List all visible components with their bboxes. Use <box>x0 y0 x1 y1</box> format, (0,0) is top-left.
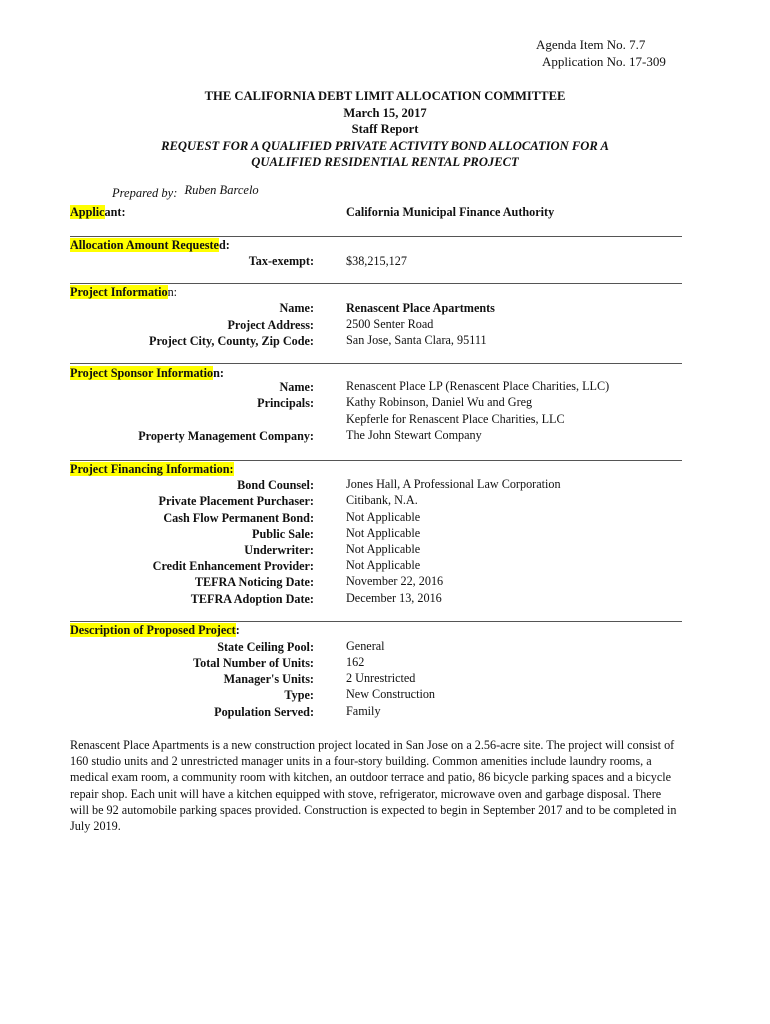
project-address-value: 2500 Senter Road <box>346 317 434 331</box>
cash-flow-bond-label: Cash Flow Permanent Bond: <box>163 511 314 525</box>
description-heading: Description of Proposed Project: <box>70 623 240 637</box>
project-description-paragraph: Renascent Place Apartments is a new construction project located in San Jose on a 2.56-acre site. The project will consist of 160 studio units and 2 unrestricted manager units in a four-story building. Common amenities include laundry rooms, a medical exam room, a community room with kitchen, an outdoor terrace and patio, 86 bicycle parking spaces and a bicycle repair shop. Each unit will have a kitchen equipped with stove, refrigerator, microwave oven and garbage disposal. There will be 92 automobile parking spaces provided. Construction is expected to begin in September 2017 and to be completed in July 2019. <box>70 738 677 834</box>
principals-line1: Kathy Robinson, Daniel Wu and Greg <box>346 395 533 409</box>
applicant-value: California Municipal Finance Authority <box>346 205 555 219</box>
tefra-adoption-value: December 13, 2016 <box>346 591 442 605</box>
cash-flow-bond-value: Not Applicable <box>346 510 421 524</box>
committee-name: THE CALIFORNIA DEBT LIMIT ALLOCATION COMMITTEE <box>204 89 566 103</box>
project-info-heading: Project Information: <box>70 285 178 299</box>
project-address-label: Project Address: <box>227 318 314 332</box>
tefra-noticing-value: November 22, 2016 <box>346 574 444 588</box>
credit-enhancement-value: Not Applicable <box>346 558 421 572</box>
population-served-value: Family <box>346 704 381 718</box>
private-placement-value: Citibank, N.A. <box>346 493 418 507</box>
financing-heading: Project Financing Information: <box>70 462 234 476</box>
report-title-block <box>0 88 770 171</box>
principals-label: Principals: <box>257 396 314 410</box>
bond-counsel-value: Jones Hall, A Professional Law Corporation <box>346 477 561 491</box>
report-date: March 15, 2017 <box>343 105 427 120</box>
allocation-heading: Allocation Amount Requested: <box>70 238 230 252</box>
section-divider <box>70 236 682 237</box>
prepared-by-label: Prepared by: <box>112 186 178 200</box>
project-city-label: Project City, County, Zip Code: <box>149 334 314 348</box>
section-divider <box>70 363 682 364</box>
application-number: Application No. 17-309 <box>542 54 666 69</box>
section-divider <box>70 283 682 284</box>
total-units-value: 162 <box>346 655 365 669</box>
sponsor-heading: Project Sponsor Information: <box>70 366 224 380</box>
underwriter-value: Not Applicable <box>346 542 421 556</box>
agenda-item-number: Agenda Item No. 7.7 <box>536 37 646 52</box>
public-sale-label: Public Sale: <box>252 527 314 541</box>
sponsor-name-label: Name: <box>279 380 314 394</box>
underwriter-label: Underwriter: <box>244 543 314 557</box>
request-title-line1: REQUEST FOR A QUALIFIED PRIVATE ACTIVITY BOND ALLOCATION FOR A <box>161 138 609 153</box>
report-type: Staff Report <box>351 122 419 136</box>
public-sale-value: Not Applicable <box>346 526 421 540</box>
project-city-value: San Jose, Santa Clara, 95111 <box>346 333 487 347</box>
population-served-label: Population Served: <box>214 705 314 719</box>
private-placement-label: Private Placement Purchaser: <box>158 494 314 508</box>
project-type-value: New Construction <box>346 687 436 701</box>
managers-units-value: 2 Unrestricted <box>346 671 416 685</box>
tax-exempt-label: Tax-exempt: <box>248 254 314 268</box>
managers-units-label: Manager's Units: <box>223 672 314 686</box>
project-name-value: Renascent Place Apartments <box>346 301 495 315</box>
prepared-by <box>112 183 259 201</box>
section-divider <box>70 621 682 622</box>
project-name-label: Name: <box>279 301 314 315</box>
tefra-adoption-label: TEFRA Adoption Date: <box>190 592 314 606</box>
request-title-line2: QUALIFIED RESIDENTIAL RENTAL PROJECT <box>251 155 519 169</box>
bond-counsel-label: Bond Counsel: <box>237 478 314 492</box>
state-ceiling-pool-value: General <box>346 639 385 653</box>
state-ceiling-pool-label: State Ceiling Pool: <box>217 640 314 654</box>
tefra-noticing-label: TEFRA Noticing Date: <box>194 575 314 589</box>
project-type-label: Type: <box>284 688 314 702</box>
sponsor-name-value: Renascent Place LP (Renascent Place Charities, LLC) <box>346 379 610 393</box>
tax-exempt-value: $38,215,127 <box>346 254 407 268</box>
prepared-by-name: Ruben Barcelo <box>184 183 259 197</box>
property-management-value: The John Stewart Company <box>346 428 482 442</box>
agenda-header <box>536 36 666 70</box>
principals-line2: Kepferle for Renascent Place Charities, LLC <box>346 412 565 426</box>
applicant-label: Applicant: <box>70 205 126 219</box>
section-divider <box>70 460 682 461</box>
total-units-label: Total Number of Units: <box>193 656 314 670</box>
credit-enhancement-label: Credit Enhancement Provider: <box>152 559 314 573</box>
property-management-label: Property Management Company: <box>138 429 314 443</box>
